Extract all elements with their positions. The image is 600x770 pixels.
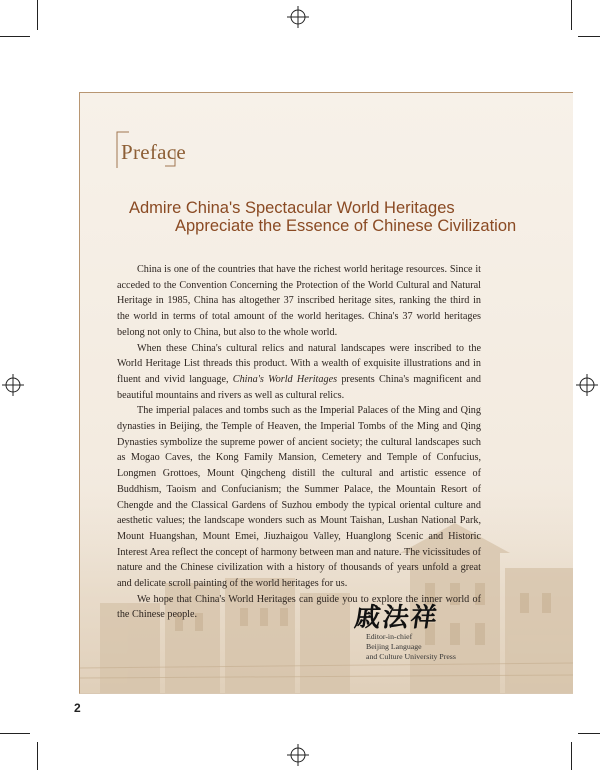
book-title: China's World Heritages — [232, 373, 338, 385]
paragraph-2 — [117, 341, 481, 404]
signature-org-line-1: Beijing Language — [366, 642, 422, 651]
crop-mark — [0, 733, 30, 734]
crop-mark — [571, 0, 572, 30]
signature-calligraphy: 戚法祥 — [352, 603, 441, 633]
paragraph-3: The imperial palaces and tombs such as the Imperial Palaces of the Ming and Qing dynasties in Beijing, the Temple of Heaven, the Imperial Tombs of the Ming and Qing Dynasties symbolize the supreme power of ancient society; the cultural landscapes such as Mogao Caves, the Kong Family Mansion, Cemetery and Temple of Confucius, Longmen Grottoes, Mount Qingcheng distill the cultural and artistic essence of Buddhism, Taoism and Confucianism; the Summer Palace, the Mountain Resort of Chengde and the Classical Gardens of Suzhou embody the typical oriental culture and aesthetic values; the landscape wonders such as Mount Taishan, Lushan National Park, Mount Huangshan, Mount Emei, Jiuzhaigou Valley, Huanglong Scenic and Historic Interest Area reflect the concept of harmony between man and nature. The vicissitudes of nature and the Chinese civilization with a history of thousands of years unfold a great and delicate scroll painting of the world heritages for us. — [117, 405, 481, 590]
signature-block — [366, 632, 456, 662]
heading-line-2: Appreciate the Essence of Chinese Civilization — [175, 217, 517, 235]
crop-mark — [37, 0, 38, 30]
page-number: 2 — [74, 701, 81, 715]
crop-mark — [571, 742, 572, 770]
crop-mark — [578, 36, 600, 37]
signature-org-line-2: and Culture University Press — [366, 652, 456, 661]
registration-mark-icon — [2, 374, 24, 396]
paragraph-2-end: presents China's magnificent and beautiful mountains and rivers as well as cultural relics. — [117, 373, 482, 401]
crop-mark — [0, 36, 30, 37]
preface-label — [121, 140, 186, 165]
registration-mark-icon — [287, 6, 309, 28]
signature-title: Editor-in-chief — [366, 632, 413, 641]
crop-mark — [37, 742, 38, 770]
paragraph-2-start: When these China's cultural relics and natural landscapes were inscribed to the World Heritage List threads this product. With a wealth of exquisite illustrations and in fluent and vivid language, — [117, 342, 481, 385]
paragraph-4: We hope that China's World Heritages can guide you to explore the inner world of the Chinese people. — [117, 593, 481, 621]
paragraph-1: China is one of the countries that have the richest world heritage resources. Since it acceded to the Convention Concerning the Protection of the World Cultural and Natural Heritage in 1985, China has altogether 37 inscribed heritage sites, ranking the third in the world in terms of total amount of the world heritages. China's 37 world heritages belong not only to China, but also to the whole world. — [117, 264, 481, 338]
heading-line-1: Admire China's Spectacular World Heritages — [129, 199, 455, 217]
body-text — [117, 262, 481, 623]
registration-mark-icon — [287, 744, 309, 766]
registration-mark-icon — [576, 374, 598, 396]
preface-label-text: Preface — [121, 140, 187, 164]
crop-mark — [578, 733, 600, 734]
